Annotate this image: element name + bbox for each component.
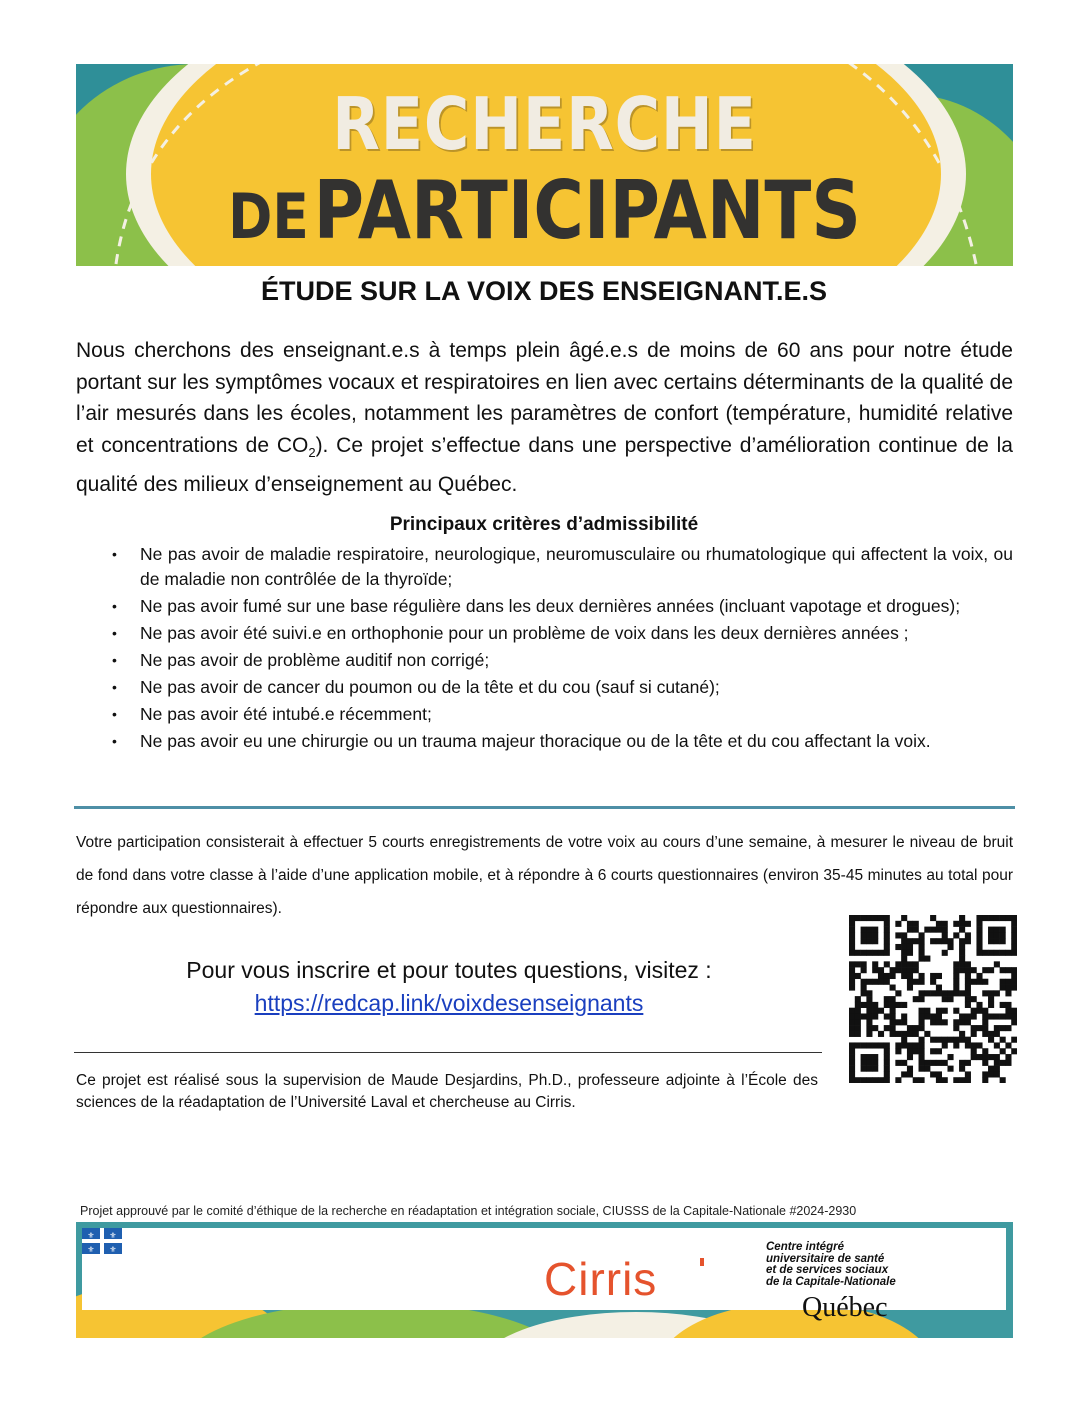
ciusss-line: et de services sociaux	[766, 1264, 889, 1276]
cirris-logo-mark	[700, 1258, 704, 1266]
ciusss-line: de la Capitale-Nationale	[766, 1275, 896, 1288]
list-item	[76, 702, 1013, 727]
co2-subscript: 2	[308, 444, 316, 460]
bullet-icon: •	[112, 546, 117, 562]
criteria-text: Ne pas avoir eu une chirurgie ou un trauma majeur thoracique ou de la tête et du cou affectant la voix.	[140, 731, 931, 751]
bullet-icon: •	[112, 706, 117, 722]
qr-code-icon[interactable]	[849, 915, 1017, 1083]
banner-title-line2	[142, 164, 948, 257]
criteria-text: Ne pas avoir été suivi.e en orthophonie pour un problème de voix dans les deux dernières années ;	[140, 623, 909, 643]
header-banner	[76, 64, 1013, 266]
criteria-text: Ne pas avoir de cancer du poumon ou de la tête et du cou (sauf si cutané);	[140, 677, 720, 697]
banner-title-line1: RECHERCHE	[332, 82, 757, 166]
footer-logo-panel	[82, 1228, 1006, 1323]
list-item	[76, 621, 1013, 646]
bullet-icon: •	[112, 652, 117, 668]
intro-text-part1: Nous cherchons des enseignant.e.s à temps plein âgé.e.s de moins de 60 ans pour notre étude portant sur les symptômes vocaux et respiratoires en lien avec certains déterminants de la qualité de l’air mesurés dans les écoles, notamment les paramètres de confort (température, humidité relative et concentrations de CO	[76, 339, 1013, 457]
ciusss-logo-text	[766, 1242, 896, 1288]
list-item	[76, 729, 1013, 754]
criteria-text: Ne pas avoir de maladie respiratoire, neurologique, neuromusculaire ou rhumatologique qui affectent la voix, ou de maladie non contrôlée de la thyroïde;	[140, 544, 1013, 589]
intro-text-part2: ). Ce projet s’effectue dans une perspective d’amélioration continue de la qualité des milieux d’enseignement au Québec.	[76, 433, 1013, 496]
register-text: Pour vous inscrire et pour toutes questions, visitez :	[186, 957, 712, 983]
criteria-text: Ne pas avoir été intubé.e récemment;	[140, 704, 432, 724]
registration-link[interactable]: https://redcap.link/voixdesenseignants	[254, 990, 644, 1016]
svg-text:⚜: ⚜	[87, 1231, 95, 1240]
svg-text:⚜: ⚜	[109, 1231, 117, 1240]
ethics-approval-note: Projet approuvé par le comité d’éthique de la recherche en réadaptation et intégration sociale, CIUSSS de la Capitale-Nationale #2024-2930	[80, 1204, 857, 1218]
criteria-text: Ne pas avoir fumé sur une base régulière dans les deux dernières années (incluant vapotage et drogues);	[140, 596, 961, 616]
bullet-icon: •	[112, 598, 117, 614]
list-item	[76, 675, 1013, 700]
thin-divider	[74, 1052, 822, 1053]
list-item	[76, 648, 1013, 673]
section-divider	[74, 806, 1015, 809]
supervision-paragraph: Ce projet est réalisé sous la supervision de Maude Desjardins, Ph.D., professeure adjointe à l’École des sciences de la réadaptation de l’Université Laval et chercheuse au Cirris.	[76, 1072, 818, 1111]
cirris-logo: Cirris	[544, 1253, 658, 1305]
footer-banner	[76, 1222, 1013, 1338]
criteria-text: Ne pas avoir de problème auditif non corrigé;	[140, 650, 490, 670]
banner-title-participants: PARTICIPANTS	[313, 164, 861, 257]
ciusss-line: universitaire de santé	[766, 1252, 885, 1265]
criteria-heading: Principaux critères d’admissibilité	[389, 514, 699, 535]
svg-text:⚜: ⚜	[109, 1245, 117, 1254]
bullet-icon: •	[112, 733, 117, 749]
bullet-icon: •	[112, 679, 117, 695]
svg-text:⚜: ⚜	[87, 1245, 95, 1254]
quebec-flag-icon	[82, 1228, 122, 1254]
banner-title-de: DE	[228, 180, 309, 253]
criteria-list	[76, 542, 1013, 756]
quebec-logo-text: Québec	[802, 1292, 888, 1323]
study-title: ÉTUDE SUR LA VOIX DES ENSEIGNANT.E.S	[260, 276, 828, 306]
register-block	[76, 954, 822, 1020]
ciusss-line: Centre intégré	[766, 1241, 844, 1253]
intro-paragraph	[76, 335, 1013, 500]
participation-paragraph: Votre participation consisterait à effectuer 5 courts enregistrements de votre voix au cours d’une semaine, à mesurer le niveau de bruit de fond dans votre classe à l’aide d’une application mobile, et à répondre à 6 courts questionnaires (environ 35-45 minutes au total pour répondre aux questionnaires).	[76, 834, 1013, 917]
bullet-icon: •	[112, 625, 117, 641]
list-item	[76, 542, 1013, 592]
list-item	[76, 594, 1013, 619]
